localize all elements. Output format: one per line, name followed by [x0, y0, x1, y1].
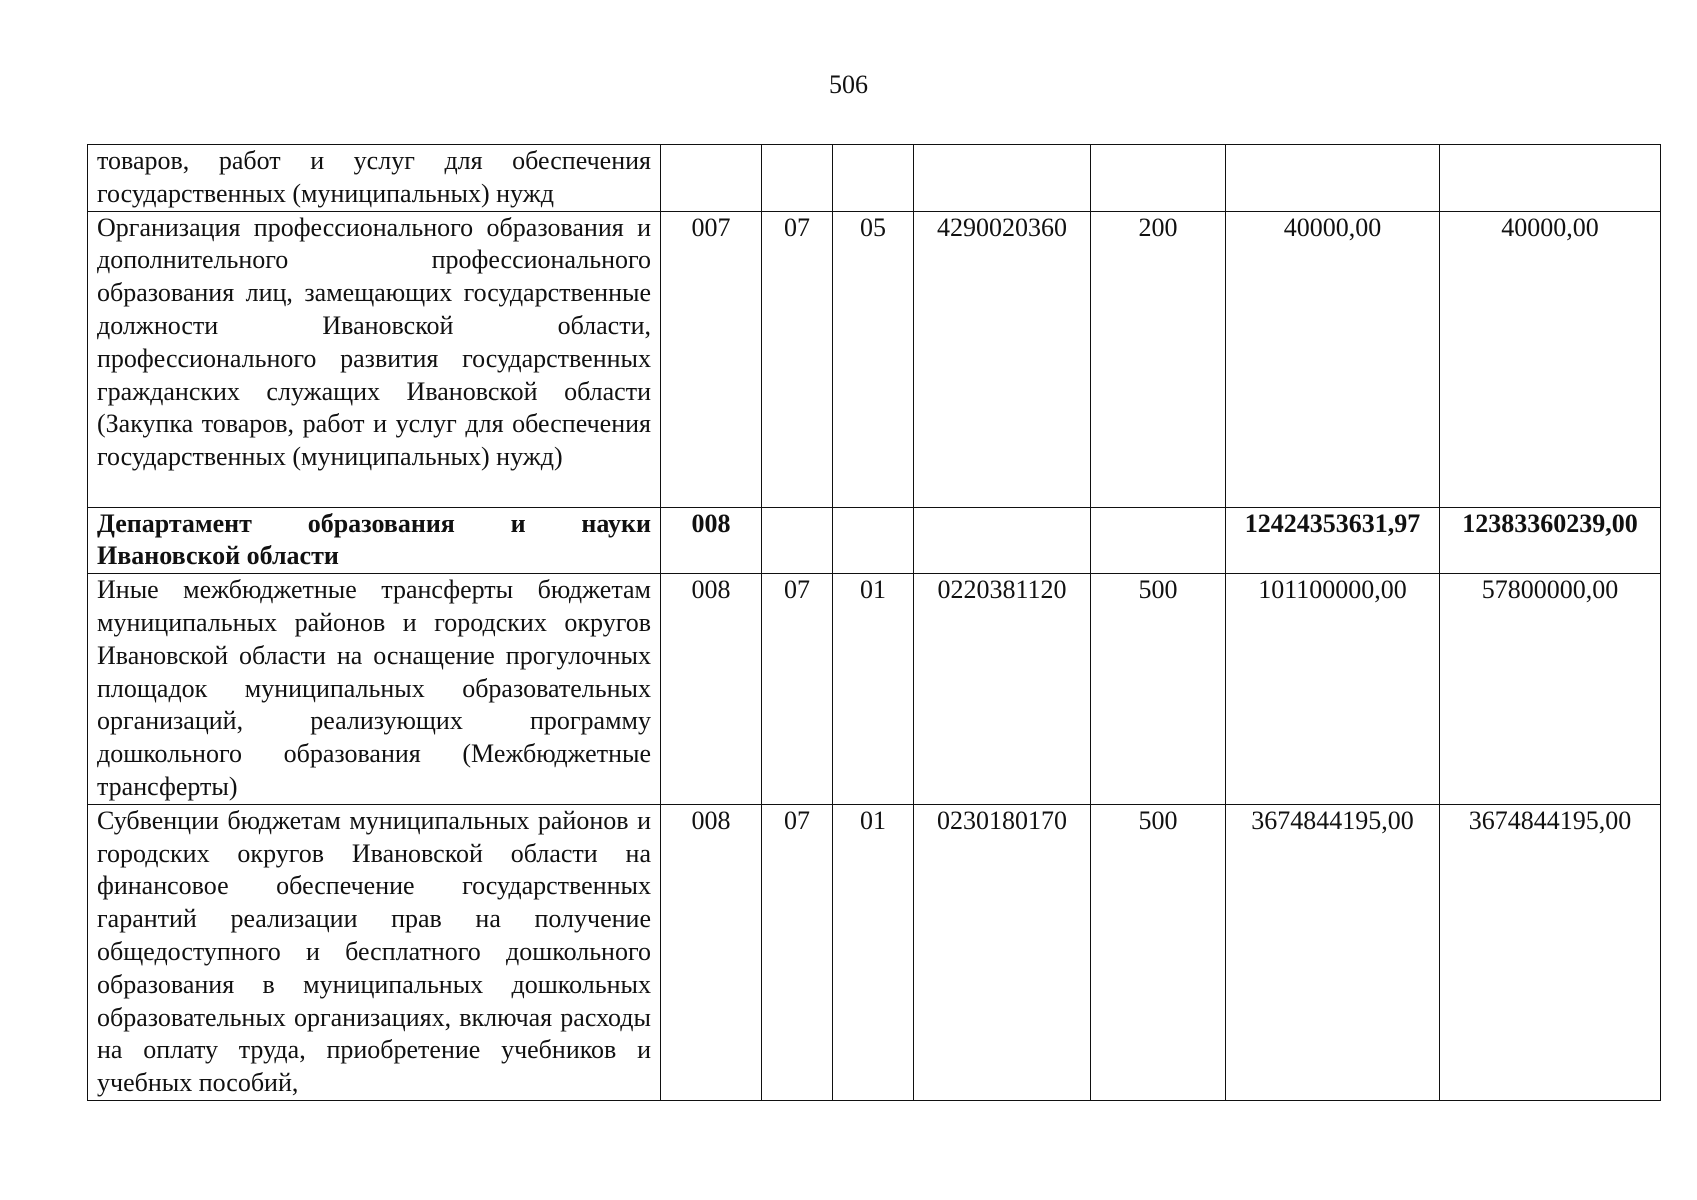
expense-type-code [1091, 507, 1226, 574]
amount-first-year: 40000,00 [1226, 211, 1440, 507]
amount-second-year: 57800000,00 [1440, 574, 1661, 805]
budget-table [87, 144, 1661, 1101]
amount-first-year: 12424353631,97 [1226, 507, 1440, 574]
section-code: 07 [762, 211, 833, 507]
amount-first-year: 101100000,00 [1226, 574, 1440, 805]
section-code [762, 507, 833, 574]
amount-second-year: 40000,00 [1440, 211, 1661, 507]
table-row [88, 145, 1661, 212]
amount-first-year: 3674844195,00 [1226, 804, 1440, 1100]
amount-second-year: 12383360239,00 [1440, 507, 1661, 574]
ministry-code: 008 [661, 574, 762, 805]
row-description: Субвенции бюджетам муниципальных районов и городских округов Ивановской области на финансовое обеспечение государственных гарантий реализации прав на получение общедоступного и бесплатного дошкольного образования в муниципальных дошкольных образовательных организациях, включая расходы на оплату труда, приобретение учебников и учебных пособий, [88, 804, 661, 1100]
table-row-department [88, 507, 1661, 574]
subsection-code: 05 [833, 211, 914, 507]
section-code [762, 145, 833, 212]
table-row [88, 804, 1661, 1100]
subsection-code [833, 145, 914, 212]
target-article-code [914, 507, 1091, 574]
ministry-code: 008 [661, 507, 762, 574]
subsection-code [833, 507, 914, 574]
target-article-code: 4290020360 [914, 211, 1091, 507]
expense-type-code [1091, 145, 1226, 212]
amount-first-year [1226, 145, 1440, 212]
expense-type-code: 500 [1091, 574, 1226, 805]
row-description: Иные межбюджетные трансферты бюджетам муниципальных районов и городских округов Ивановской области на оснащение прогулочных площадок муниципальных образовательных организаций, реализующих программу дошкольного образования (Межбюджетные трансферты) [88, 574, 661, 805]
ministry-code: 007 [661, 211, 762, 507]
section-code: 07 [762, 804, 833, 1100]
table-row [88, 211, 1661, 507]
amount-second-year: 3674844195,00 [1440, 804, 1661, 1100]
expense-type-code: 500 [1091, 804, 1226, 1100]
row-description: товаров, работ и услуг для обеспечения государственных (муниципальных) нужд [88, 145, 661, 212]
row-description: Департамент образования и науки Ивановской области [88, 507, 661, 574]
expense-type-code: 200 [1091, 211, 1226, 507]
target-article-code: 0230180170 [914, 804, 1091, 1100]
table-row [88, 574, 1661, 805]
target-article-code: 0220381120 [914, 574, 1091, 805]
row-description: Организация профессионального образования и дополнительного профессионального образования лиц, замещающих государственные должности Ивановской области, профессионального развития государственных гражданских служащих Ивановской области (Закупка товаров, работ и услуг для обеспечения государственных (муниципальных) нужд) [88, 211, 661, 507]
page-number: 506 [829, 70, 868, 99]
target-article-code [914, 145, 1091, 212]
section-code: 07 [762, 574, 833, 805]
subsection-code: 01 [833, 574, 914, 805]
ministry-code: 008 [661, 804, 762, 1100]
amount-second-year [1440, 145, 1661, 212]
subsection-code: 01 [833, 804, 914, 1100]
ministry-code [661, 145, 762, 212]
